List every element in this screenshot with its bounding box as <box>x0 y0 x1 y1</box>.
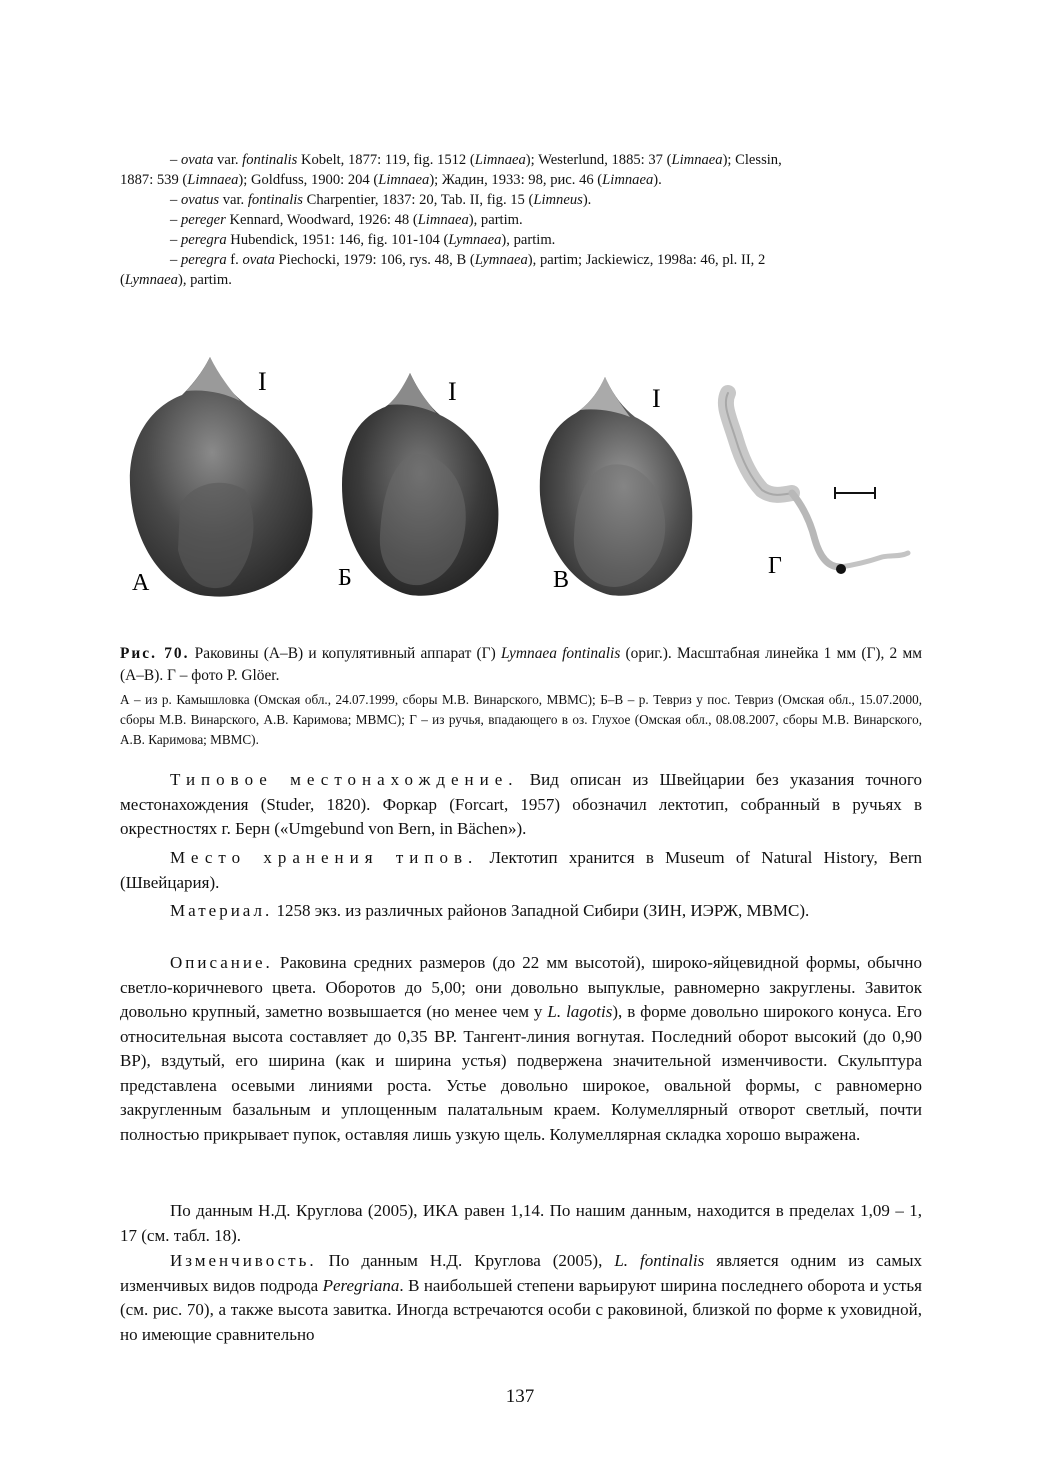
figure-label-b: Б <box>338 565 352 591</box>
scale-mark-a: I <box>258 367 267 396</box>
scale-mark-b: I <box>448 377 457 406</box>
figure-70 <box>110 345 930 610</box>
section-type-locality: Типовое местонахождение. Вид описан из Швейцарии без указания точного местонахождения (Studer, 1820). Форкар (Forcart, 1957) обозначил лектотип, собранный в ручьях в окрестностях г. Берн («Umgebund von Bern, in Bächen»). <box>120 770 922 838</box>
figure-caption-note: А – из р. Камышловка (Омская обл., 24.07.1999, сборы М.В. Винарского, МВМС); Б–В – р. Тевриз у пос. Тевриз (Омская обл., 15.07.2000, сборы М.В. Винарского, А.В. Каримова; МВМС); Г – из ручья, впадающего в оз. Глухое (Омская обл., 08.08.2007, сборы М.В. Винарского, А.В. Каримова; МВМС). <box>120 692 922 747</box>
paragraph-ika: По данным Н.Д. Круглова (2005), ИКА равен 1,14. По нашим данным, находится в пределах 1,09 – 1, 17 (см. табл. 18). <box>120 1201 922 1245</box>
synonym-entry: – ovata var. fontinalis Kobelt, 1877: 119, fig. 1512 (Limnaea); Westerlund, 1885: 37 (Limnaea); Clessin, 1887: 539 (Limnaea); Goldfuss, 1900: 204 (Limnaea); Жадин, 1933: 98, рис. 46 (Limnaea). <box>120 152 782 188</box>
scale-mark-c: I <box>652 384 661 413</box>
section-material: Материал. 1258 экз. из различных районов Западной Сибири (ЗИН, ИЭРЖ, МВМС). <box>170 901 810 920</box>
shell-a <box>130 357 313 597</box>
figure-label-a: А <box>132 570 150 596</box>
synonym-entry: – ovatus var. fontinalis Charpentier, 1837: 20, Tab. II, fig. 15 (Limneus). <box>170 192 592 208</box>
shell-c <box>540 377 692 596</box>
section-heading: Изменчивость. <box>170 1251 317 1270</box>
section-variability: Изменчивость. По данным Н.Д. Круглова (2005), L. fontinalis является одним из самых изменчивых видов подрода Peregriana. В наибольшей степени варьируют ширина последнего оборота и устья (см. рис. 70), а также высота завитка. Иногда встречаются особи с раковиной, близкой по форме к уховидной, но имеющие сравнительно <box>120 1251 923 1344</box>
synonym-entry: – pereger Kennard, Woodward, 1926: 48 (Limnaea), partim. <box>170 212 523 228</box>
section-type-depository: Место хранения типов. Лектотип хранится в Museum of Natural History, Bern (Швейцария). <box>120 848 922 892</box>
synonym-entry: – peregra f. ovata Piechocki, 1979: 106, rys. 48, B (Lymnaea), partim; Jackiewicz, 1998a: 46, pl. II, 2 (Lymnaea), partim. <box>120 252 766 288</box>
section-description: Описание. Раковина средних размеров (до 22 мм высотой), широко-яйцевидной формы, обычно светло-коричневого цвета. Оборотов до 5,00; они довольно выпуклые, равномерно закруглены. Завиток довольно крупный, заметно возвышается (но менее чем у L. lagotis), в форме довольно широкого конуса. Его относительная высота составляет до 0,35 ВР. Тангент-линия вогнутая. Последний оборот высокий (до 0,90 ВР), вздутый, его ширина (как и ширина устья) подвержена значительной изменчивости. Скульптура представлена осевыми линиями роста. Устье довольно широкое, овальной формы, с равномерно закругленным базальным и уплощенным палатальным краем. Колумеллярный отворот светлый, почти полностью прикрывает пупок, оставляя лишь узкую щель. Колумеллярная складка хорошо выражена. <box>120 953 922 1144</box>
page-number: 137 <box>505 1386 535 1407</box>
figure-caption: Рис. 70. Раковины (А–В) и копулятивный аппарат (Г) Lymnaea fontinalis (ориг.). Масштабная линейка 1 мм (Г), 2 мм (А–В). Г – фото P. Glöer. <box>120 645 922 684</box>
copulatory-apparatus <box>726 393 908 574</box>
section-heading: Описание. <box>170 953 273 972</box>
figure-label-c: В <box>553 567 570 593</box>
section-heading: Место хранения типов. <box>170 848 479 867</box>
section-heading: Типовое местонахождение. <box>170 770 519 789</box>
synonym-entry: – peregra Hubendick, 1951: 146, fig. 101-104 (Lymnaea), partim. <box>170 232 556 248</box>
figure-image <box>110 345 930 610</box>
figure-label-g: Г <box>768 553 782 579</box>
shell-b <box>342 373 498 596</box>
section-heading: Материал. <box>170 901 273 920</box>
